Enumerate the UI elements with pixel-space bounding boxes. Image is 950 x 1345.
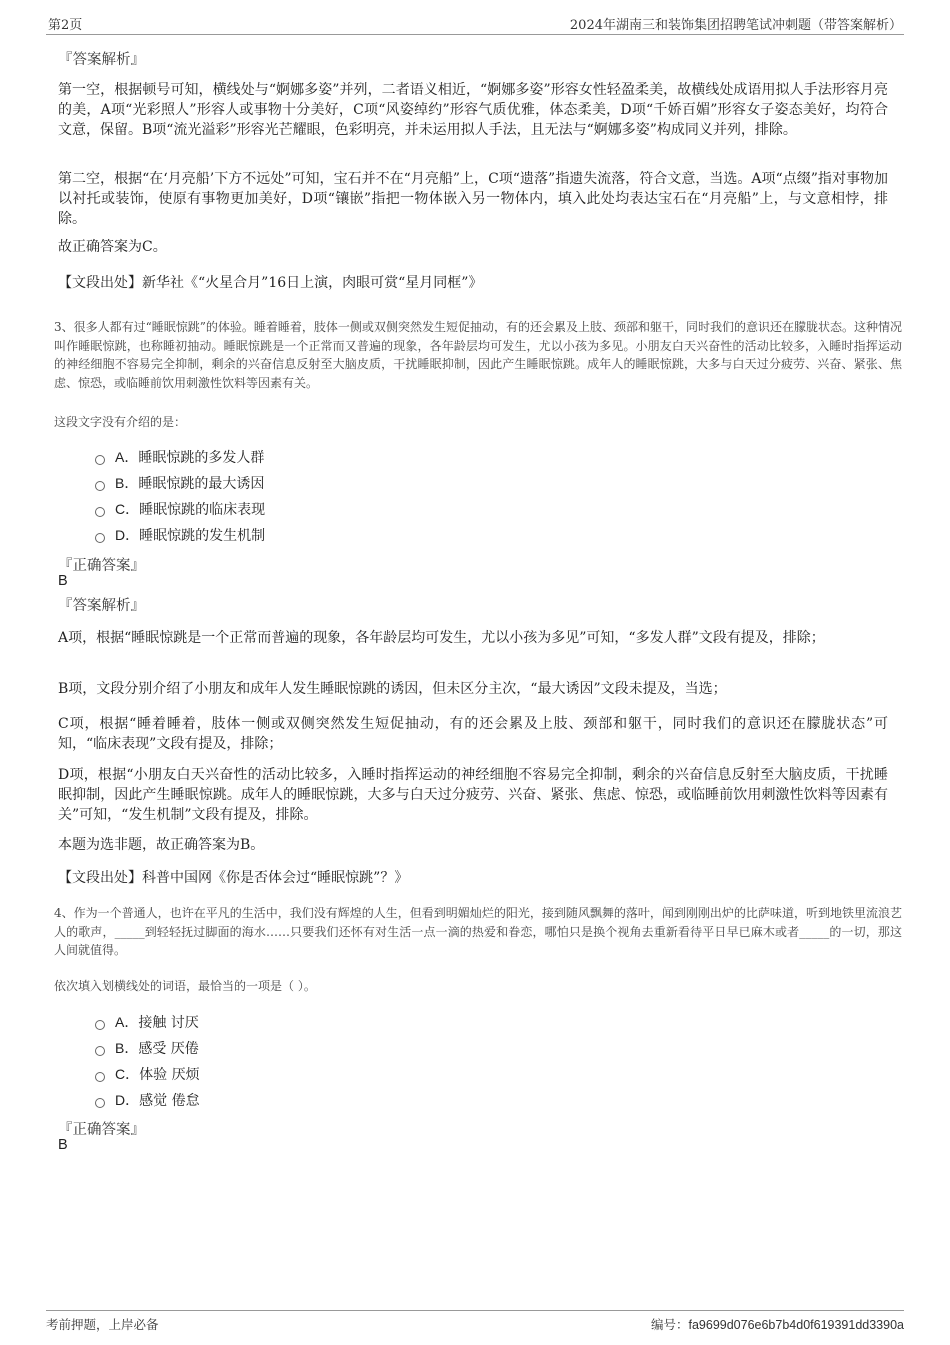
q3-option-c[interactable]: C．睡眠惊跳的临床表现 [95,499,265,519]
radio-circle-icon[interactable] [95,1046,105,1056]
q4-answer: B [58,1137,68,1153]
q2-conclusion: 故正确答案为C。 [58,239,167,255]
radio-circle-icon[interactable] [95,1072,105,1082]
q2-analysis-para2: 第二空，根据“在‘月亮船’下方不远处”可知，宝石并不在“月亮船”上，C项“遗落”指遗失流落，符合文意，当选。A项“点缀”指对事物加以衬托或装饰，使原有事物更加美好，D项“镶嵌”指把一物体嵌入另一物体内，填入此处均表达宝石在“月亮船”上，与文意相悖，排除。 [58,171,888,227]
q4-option-b[interactable]: B．感受 厌倦 [95,1038,199,1058]
radio-circle-icon[interactable] [95,507,105,517]
radio-circle-icon[interactable] [95,533,105,543]
q3-answer: B [58,573,68,589]
footer-code-label: 编号： [650,1317,689,1332]
q4-option-c[interactable]: C．体验 厌烦 [95,1064,200,1084]
page-header [46,12,904,35]
q4-answer-label: 『正确答案』 [58,1122,145,1138]
q2-source: 【文段出处】新华社《“火星合月”16日上演，肉眼可赏“星月同框”》 [58,275,483,291]
q3-analysis-b: B项，文段分别介绍了小朋友和成年人发生睡眠惊跳的诱因，但未区分主次，“最大诱因”文段未提及，当选； [58,681,727,697]
q3-option-b[interactable]: B．睡眠惊跳的最大诱因 [95,473,264,493]
q2-analysis-label: 『答案解析』 [58,52,145,68]
q4-prompt: 依次填入划横线处的词语，最恰当的一项是（ ）。 [54,979,316,993]
q3-source: 【文段出处】科普中国网《你是否体会过“睡眠惊跳”？》 [58,870,409,886]
document-title: 2024年湖南三和装饰集团招聘笔试冲刺题（带答案解析） [569,18,902,33]
q3-analysis-a: A项，根据“睡眠惊跳是一个正常而普遍的现象，各年龄层均可发生，尤以小孩为多见”可知，“多发人群”文段有提及，排除； [58,630,825,646]
radio-circle-icon[interactable] [95,1098,105,1108]
page-number: 第2页 [48,18,83,33]
footer-code [651,1315,904,1333]
q4-option-a[interactable]: A．接触 讨厌 [95,1012,199,1032]
radio-circle-icon[interactable] [95,1020,105,1030]
q3-analysis-c: C项，根据“睡着睡着，肢体一侧或双侧突然发生短促抽动，有的还会累及上肢、颈部和躯干，同时我们的意识还在朦胧状态”可知，“临床表现”文段有提及，排除； [58,716,888,752]
q3-answer-label: 『正确答案』 [58,558,145,574]
q3-analysis-label: 『答案解析』 [58,598,145,614]
footer-slogan: 考前押题，上岸必备 [46,1317,159,1332]
radio-circle-icon[interactable] [95,481,105,491]
q3-analysis-d: D项，根据“小朋友白天兴奋性的活动比较多，入睡时指挥运动的神经细胞不容易完全抑制，剩余的兴奋信息反射至大脑皮质，干扰睡眠抑制，因此产生睡眠惊跳。成年人的睡眠惊跳，大多与白天过分疲劳、兴奋、紧张、焦虑、惊恐，或临睡前饮用刺激性饮料等因素有关”可知，“发生机制”文段有提及，排除。 [58,767,888,823]
q3-question-text: 3、很多人都有过“睡眠惊跳”的体验。睡着睡着，肢体一侧或双侧突然发生短促抽动，有的还会累及上肢、颈部和躯干，同时我们的意识还在朦胧状态。这种情况叫作睡眠惊跳，也称睡初抽动。睡眠惊跳是一个正常而又普遍的现象，各年龄层均可发生，尤以小孩为多见。小朋友白天兴奋性的活动比较多，入睡时指挥运动的神经细胞不容易完全抑制，剩余的兴奋信息反射至大脑皮质，干扰睡眠抑制，因此产生睡眠惊跳。成年人的睡眠惊跳，大多与白天过分疲劳、兴奋、紧张、焦虑、惊恐，或临睡前饮用刺激性饮料等因素有关。 [54,320,902,390]
q3-conclusion: 本题为选非题，故正确答案为B。 [58,837,265,853]
radio-circle-icon[interactable] [95,455,105,465]
footer-code-value: fa9699d076e6b7b4d0f619391dd3390a [688,1318,904,1332]
q4-question-text: 4、作为一个普通人，也许在平凡的生活中，我们没有辉煌的人生，但看到明媚灿烂的阳光，接到随风飘舞的落叶，闻到刚刚出炉的比萨味道，听到地铁里流浪艺人的歌声，_____到轻轻抚过脚面的海水……只要我们还怀有对生活一点一滴的热爱和眷恋，哪怕只是换个视角去重新看待平日早已麻木或者_____的一切，那这人间就值得。 [54,906,902,957]
page-footer [46,1310,904,1332]
q3-option-a[interactable]: A．睡眠惊跳的多发人群 [95,447,264,467]
q3-prompt: 这段文字没有介绍的是： [54,415,187,429]
q2-analysis-para1: 第一空，根据顿号可知，横线处与“婀娜多姿”并列，二者语义相近，“婀娜多姿”形容女性轻盈柔美，故横线处成语用拟人手法形容月亮的美，A项“光彩照人”形容人或事物十分美好，C项“风姿绰约”形容气质优雅，体态柔美，D项“千娇百媚”形容女子姿态美好，均符合文意，保留。B项“流光溢彩”形容光芒耀眼，色彩明亮，并未运用拟人手法，且无法与“婀娜多姿”构成同义并列，排除。 [58,82,888,138]
q4-option-d[interactable]: D．感觉 倦怠 [95,1090,200,1110]
q3-option-d[interactable]: D．睡眠惊跳的发生机制 [95,525,265,545]
